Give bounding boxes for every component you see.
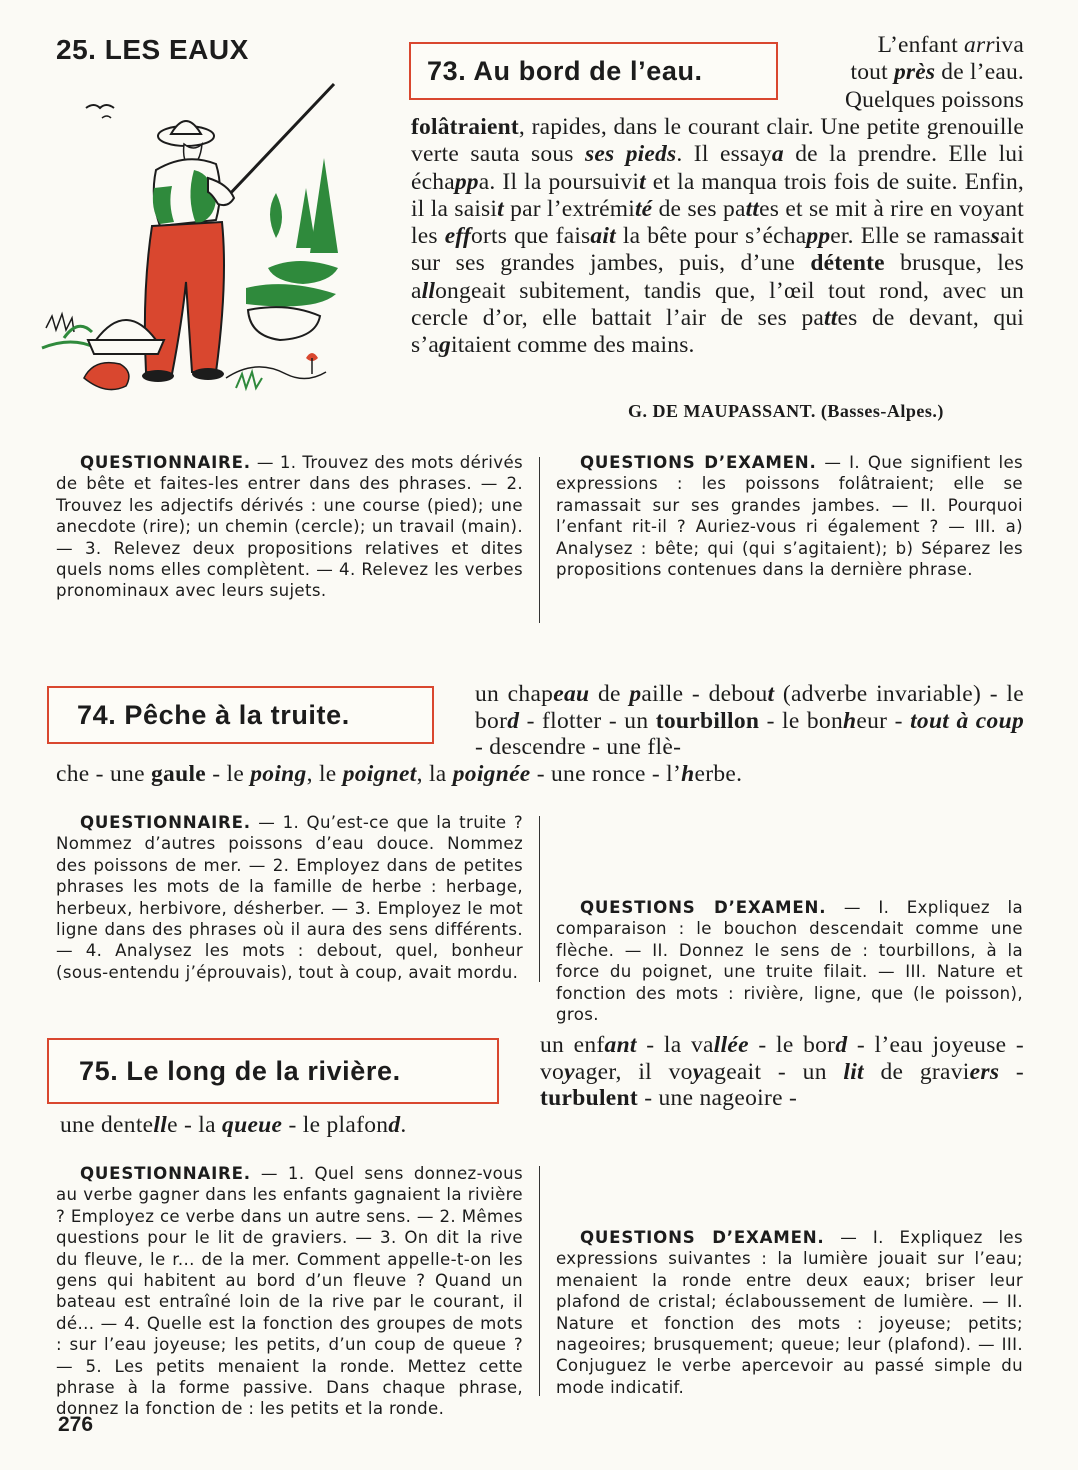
- column-divider: [539, 457, 540, 623]
- q73-questionnaire: [56, 452, 523, 602]
- lesson-75-title-box: [47, 1038, 499, 1104]
- chapter-number: 25.: [56, 34, 97, 65]
- q73-questionnaire-head: QUESTIONNAIRE.: [80, 453, 251, 472]
- column-divider: [539, 816, 540, 982]
- author-source: (Basses-Alpes.): [820, 401, 944, 421]
- q74-examen: [556, 897, 1023, 1025]
- q75-questionnaire-head: QUESTIONNAIRE.: [80, 1164, 251, 1183]
- chapter-title: [56, 34, 249, 66]
- lesson-75-title: 75. Le long de la rivière.: [79, 1055, 401, 1086]
- q73-examen: [556, 452, 1023, 580]
- q74-examen-head: QUESTIONS D’EXAMEN.: [580, 898, 827, 917]
- q75-examen-head: QUESTIONS D’EXAMEN.: [580, 1228, 825, 1247]
- q75-examen-text: — I. Expliquez les expressions suivantes : la lumière jouait sur l’eau; menaient la ronde entre deux eaux; briser leur plafond de cristal; éclaboussement de lumière. — II. Nature et fonction des mots : joyeuse; petits; nageoires; brusquement; queue; leur (plafond). — III. Conjuguez le verbe apercevoir au passé simple du mode indicatif.: [556, 1228, 1023, 1397]
- lesson-74-title: 74. Pêche à la truite.: [77, 699, 350, 730]
- q74-examen-text: — I. Expliquez la comparaison : le bouchon descendait comme une flèche. — II. Donnez le sens de : tourbillons, à la force du poignet, une truite filait. — III. Nature et fonction des mots : rivière, ligne, que (le poisson), gros.: [556, 898, 1024, 1025]
- q75-questionnaire-text: — 1. Quel sens donnez-vous au verbe gagner dans les enfants gagnaient la rivière ? Employez ce verbe dans un autre sens. — 2. Mêmes questions pour le lit de graviers. — 3. On dit la rive du fleuve, le r... de la mer. Comment appelle-t-on les gens qui habitent au bord d’un fleuve ? Quand un bateau est entraîné loin de la rive par le courant, il dé... — 4. Quelle est la fonction des groupes de mots : sur l’eau joyeuse; les petits, d’un coup de queue ? — 5. Les petits menaient la ronde. Mettez cette phrase à la forme passive. Dans chaque phrase, donnez la fonction de : les petits et la ronde.: [56, 1164, 523, 1419]
- lesson-75-vocab-top: un enfant - la vallée - le bord - l’eau joyeuse - voyager, il voyageait - un lit de graviers - turbulent - une nageoire -: [540, 1032, 1024, 1111]
- lesson-73-signature: [628, 401, 944, 422]
- lesson-74-vocab-top: un chapeau de paille - debout (adverbe invariable) - le bord - flotter - un tourbillon - le bonheur - tout à coup - descendre - une flè-: [475, 681, 1025, 760]
- column-divider: [539, 1166, 540, 1396]
- lesson-75-vocab: une dentelle - la queue - le plafond.: [60, 1112, 407, 1138]
- q73-questionnaire-text: — 1. Trouvez des mots dérivés de bête et faites-les entrer dans des phrases. — 2. Trouvez les adjectifs dérivés : une course (pied); une anecdote (rire); un chemin (cercle); un travail (main). — 3. Relevez deux propositions relatives et dites quels noms elles complètent. — 4. Relevez les verbes pronominaux avec leurs sujets.: [56, 453, 523, 601]
- q75-questionnaire: [56, 1163, 523, 1420]
- author-name: G. DE MAUPASSANT.: [628, 401, 816, 421]
- lesson-73-text: folâtraient, rapides, dans le courant clair. Une petite grenouille verte sauta sous ses pieds. Il essaya de la prendre. Elle lui échappa. Il la poursuivit et la manqua trois fois de suite. Enfin, il la saisit par l’extrémité de ses pattes et se mit à rire en voyant les efforts que faisait la bête pour s’échapper. Elle se ramassait sur ses grandes jambes, puis, d’une détente brusque, les allongeait subitement, tandis que, l’œil tout rond, avec un cercle d’or, elle battait l’air de ses pattes de devant, qui s’agitaient comme des mains.: [411, 114, 1025, 359]
- chapter-name: LES EAUX: [104, 34, 249, 65]
- q74-questionnaire-head: QUESTIONNAIRE.: [80, 813, 251, 832]
- lesson-73-text-top: L’enfant arriva tout près de l’eau. Quelques poissons: [845, 32, 1024, 113]
- q73-examen-head: QUESTIONS D’EXAMEN.: [580, 453, 817, 472]
- lesson-74-title-box: [47, 686, 434, 744]
- q73-examen-text: — I. Que signifient les expressions : les poissons folâtraient; elle se ramassait sur ses grandes jambes. — II. Pourquoi l’enfant rit-il ? Auriez-vous ri également ? — III. a) Analysez : bête; qui (qui s’agitaient); b) Séparez les propositions contenues dans la dernière phrase.: [556, 453, 1023, 580]
- lesson-73-title-box: [409, 42, 778, 100]
- lesson-73-title: 73. Au bord de l’eau.: [427, 55, 703, 86]
- fishing-boy-illustration: [36, 78, 376, 418]
- page-number: 276: [58, 1413, 94, 1436]
- q74-questionnaire: [56, 812, 523, 983]
- lesson-74-vocab: che - une gaule - le poing, le poignet, la poignée - une ronce - l’herbe.: [56, 761, 743, 787]
- q74-questionnaire-text: — 1. Qu’est-ce que la truite ? Nommez d’autres poissons d’eau douce. Nommez des poissons de mer. — 2. Employez dans de petites phrases les mots de la famille de herbe : herbage, herbeux, herbivore, désherber. — 3. Employez le mot ligne dans des phrases où il aura des sens différents. — 4. Analysez les mots : debout, quel, bonheur (sous-entendu j’éprouvais), tout à coup, avait mordu.: [56, 813, 523, 982]
- q75-examen: [556, 1227, 1023, 1398]
